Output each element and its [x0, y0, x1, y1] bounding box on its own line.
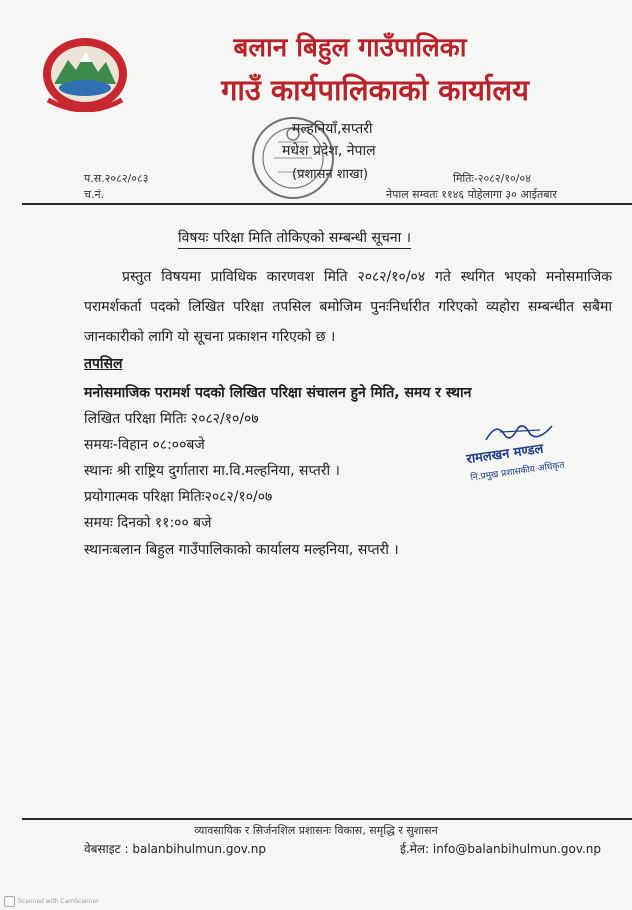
scanner-note: Scanned with CamScanner — [18, 898, 99, 905]
notice-subject: विषयः परिक्षा मिति तोकिएको सम्बन्धी सूचना । — [178, 228, 411, 249]
signatory-title: नि.प्रमुख प्रशासकीय अधिकृत — [469, 460, 566, 484]
branch-label: (प्रशासन शाखा) — [292, 167, 369, 182]
footer-divider — [22, 818, 632, 820]
footer-tagline: व्यावसायिक र सिर्जनशिल प्रशासनः विकास, समृद्धि र सुशासन — [194, 824, 438, 837]
reference-number: प.स.२०८२/०८३ — [84, 172, 149, 185]
nepal-sambat-date: नेपाल सम्वतः ११४६ पोहेलागा ३० आईतबार — [386, 188, 557, 201]
address-line-1: मल्हनियाँ,सप्तरी — [292, 121, 373, 137]
scanner-watermark — [4, 896, 99, 907]
practical-exam-place: स्थानःबलान बिहुल गाउँपालिकाको कार्यालय मल्हनिया, सप्तरी । — [84, 542, 399, 558]
camscanner-icon — [4, 896, 15, 907]
written-exam-time: समयः-विहान ०८:००बजे — [84, 437, 205, 453]
details-heading: मनोसमाजिक परामर्श पदको लिखित परिक्षा संचालन हुने मिति, समय र स्थान — [84, 385, 472, 401]
practical-exam-time: समयः दिनको ११:०० बजे — [84, 515, 212, 531]
notice-body: प्रस्तुत विषयमा प्राविधिक कारणवश मिति २०८२/१०/०४ गते स्थगित भएको मनोसमाजिक परामर्शकर्ता पदको लिखित परिक्षा तपसिल बमोजिम पुनःनिर्धारीत गरिएको व्यहोरा सम्बन्धीत सबैमा जानकारीको लागि यो सूचना प्रकाशन गरिएको छ । — [84, 269, 612, 345]
written-exam-place: स्थानः श्री राष्ट्रिय दुर्गातारा मा.वि.मल्हनिया, सप्तरी । — [84, 463, 340, 479]
footer-email: ई.मेल: info@balanbihulmun.gov.np — [400, 842, 602, 856]
written-exam-date: लिखित परिक्षा मितिः २०८२/१०/०७ — [84, 411, 259, 427]
signatory-name: रामलखन मण्डल — [465, 441, 545, 468]
practical-exam-date: प्रयोगात्मक परिक्षा मितिः२०८२/१०/०७ — [84, 489, 273, 505]
nepal-emblem-logo — [40, 34, 130, 112]
address-line-2: मधेश प्रदेश, नेपाल — [282, 143, 376, 159]
tapsil-label: तपसिल — [84, 356, 123, 372]
issue-date: मितिः-२०८२/१०/०४ — [453, 172, 531, 185]
header-divider — [22, 203, 632, 205]
footer-website: वेबसाइट : balanbihulmun.gov.np — [84, 842, 266, 856]
office-title: गाउँ कार्यपालिकाको कार्यालय — [221, 73, 529, 107]
signature-block — [462, 420, 582, 494]
municipality-title: बलान बिहुल गाउँपालिका — [233, 33, 467, 63]
dispatch-number: च.नं. — [84, 188, 105, 201]
office-stamp-seal — [248, 112, 338, 204]
